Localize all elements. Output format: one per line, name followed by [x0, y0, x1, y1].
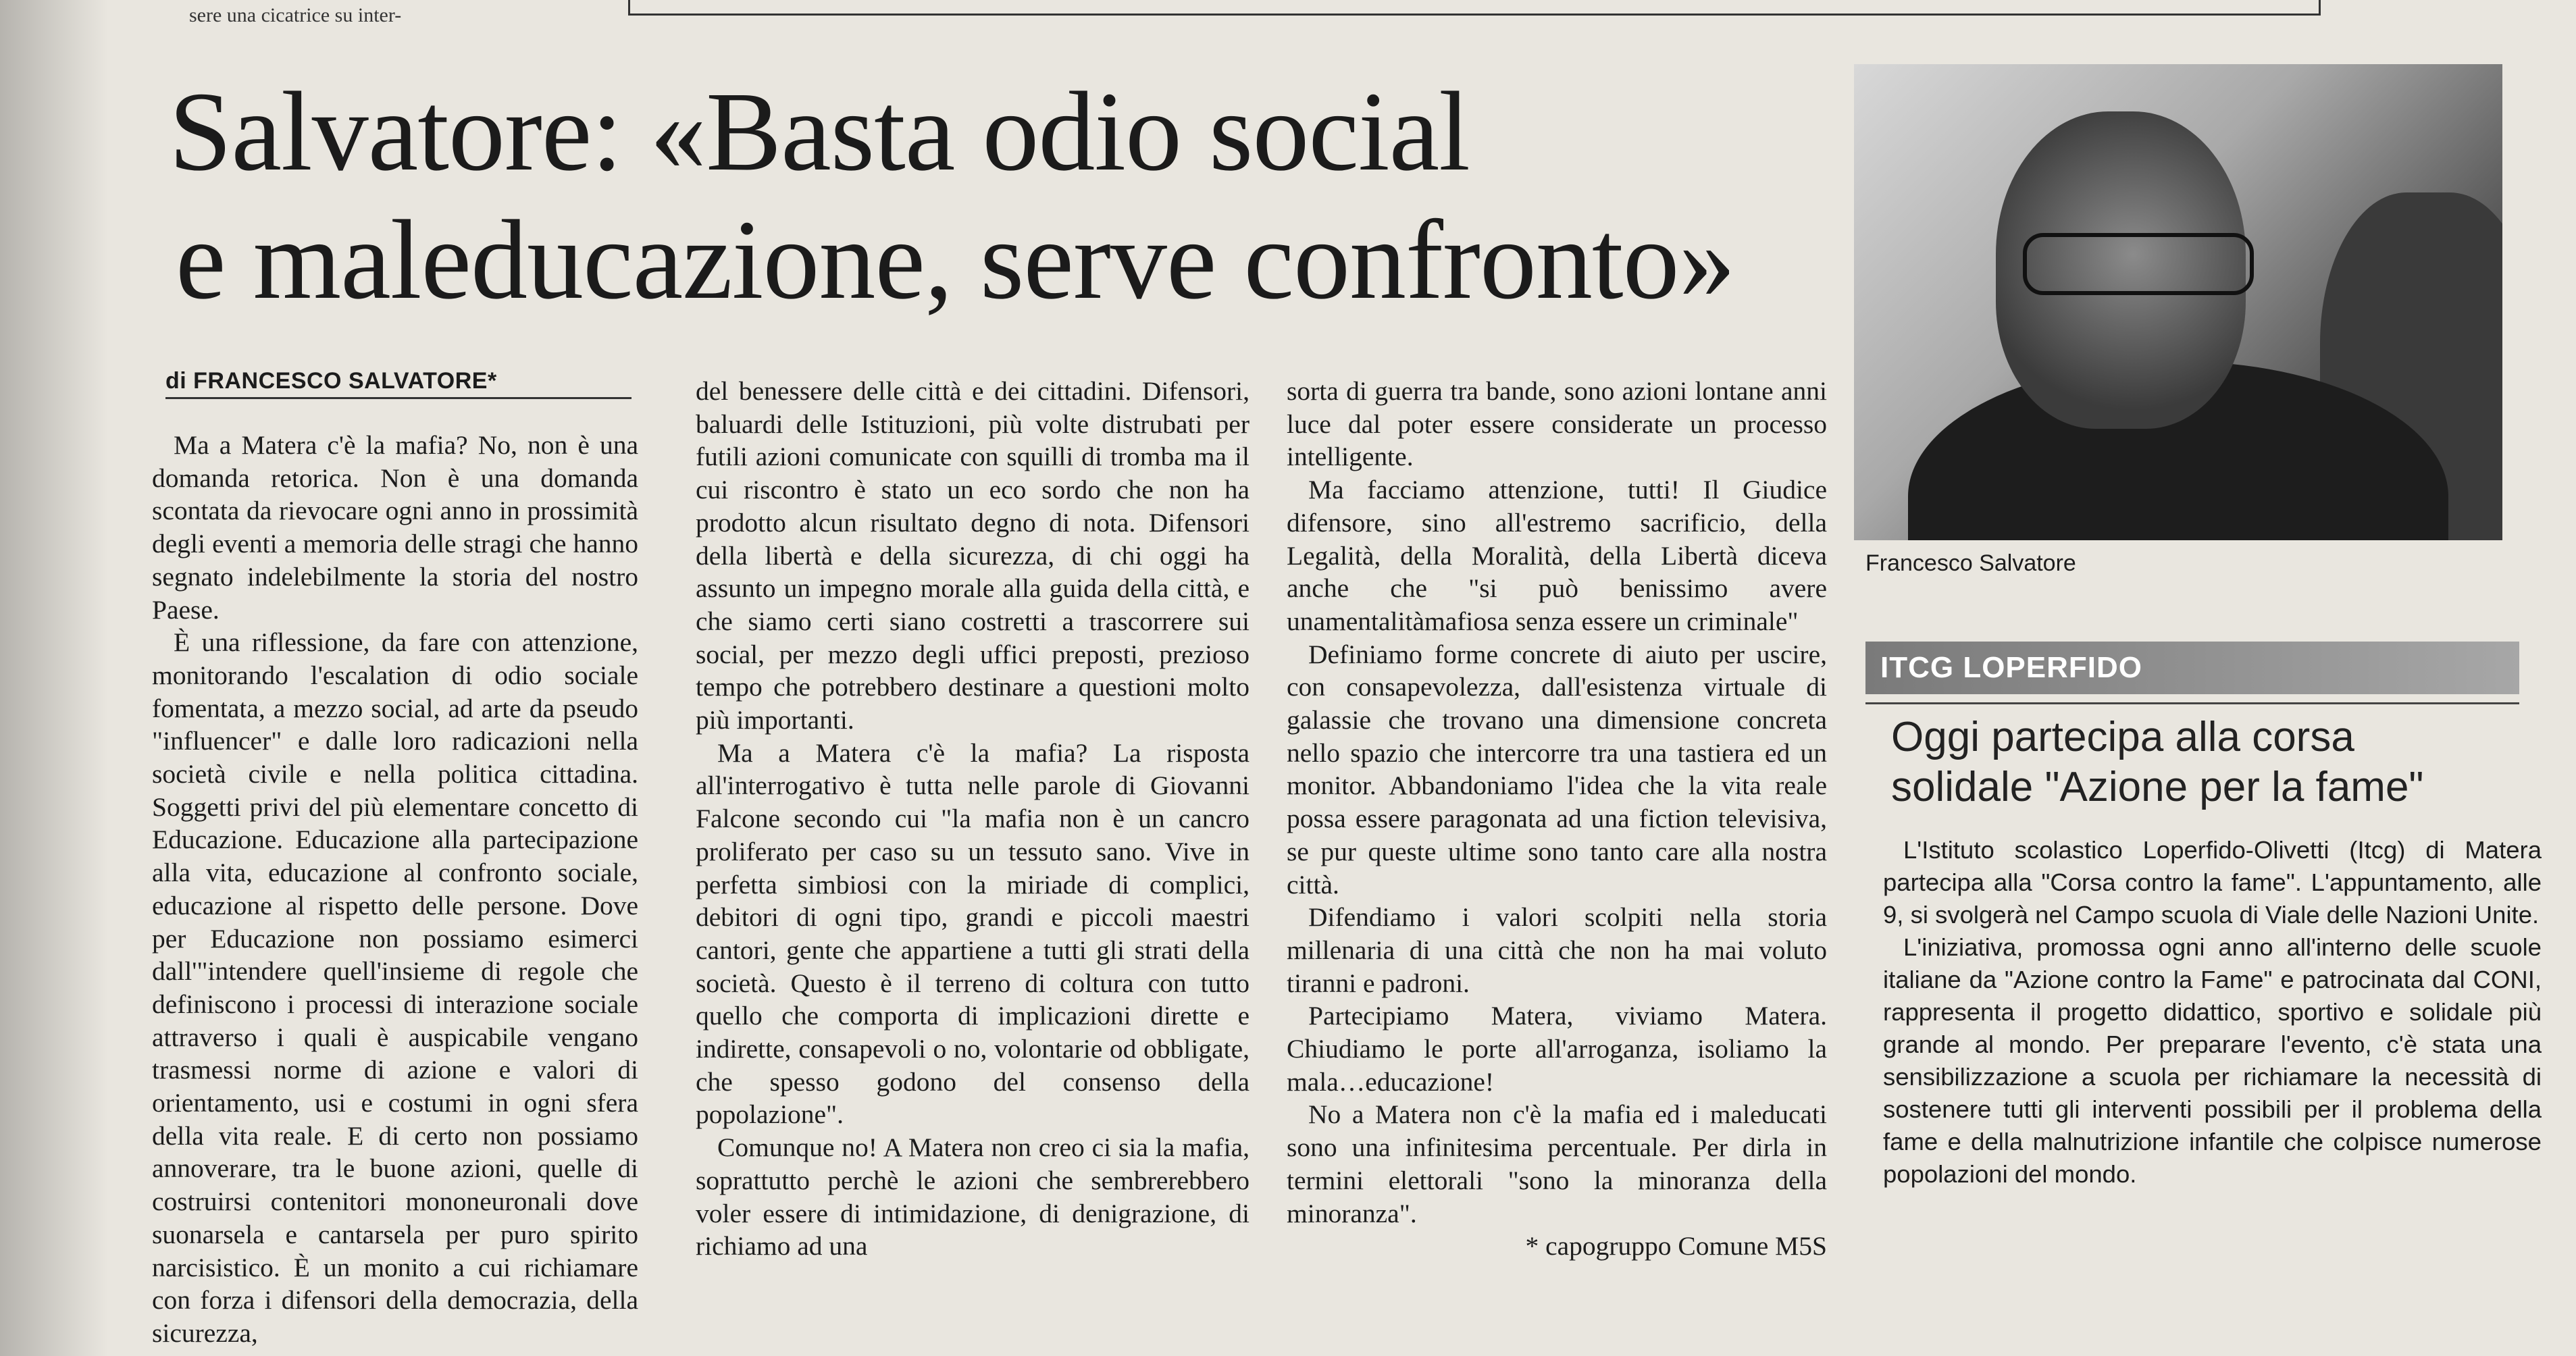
headline: [169, 68, 1857, 324]
paragraph: L'Istituto scolastico Loperfido-Olivetti (Itcg) di Matera partecipa alla "Corsa contro la fame". L'appuntamento, alle 9, si svolgerà nel Campo scuola di Viale delle Nazioni Unite.: [1883, 836, 2542, 929]
page-fold-shadow: [0, 0, 108, 1356]
photo-glasses: [2023, 233, 2254, 295]
sidebar-divider: [1865, 702, 2519, 704]
paragraph: L'iniziativa, promossa ogni anno all'interno delle scuole italiane da "Azione contro la Fame" e patrocinata dal CONI, rappresenta il progetto didattico, sportivo e solidale più grande al mondo. Per preparare l'evento, c'è stata una sensibilizzazione a scuola per richiamare la necessità di sostenere tutti gli interventi possibili per il problema della fame e della malnutrizione infantile che colpisce numerose popolazioni del mondo.: [1883, 933, 2542, 1188]
previous-article-fragment: sere una cicatrice su inter-: [189, 4, 402, 26]
paragraph: No a Matera non c'è la mafia ed i maleducati sono una infinitesima percentuale. Per dirla in termini elettorali "sono la minoranza della minoranza".: [1287, 1099, 1827, 1228]
sidebar-headline: [1891, 712, 2526, 812]
headline-line-1: Salvatore: «Basta odio social: [169, 69, 1470, 194]
sidebar-headline-line-2: solidale "Azione per la fame": [1891, 764, 2424, 810]
sidebar-headline-line-1: Oggi partecipa alla corsa: [1891, 714, 2354, 760]
paragraph: Ma a Matera c'è la mafia? La risposta all'interrogativo è tutta nelle parole di Giovanni Falcone secondo cui "la mafia non è un cancro proliferato per caso su un tessuto sano. Vive in perfetta simbiosi con la miriade di complici, debitori di ogni tipo, grandi e piccoli maestri cantori, gente che appartiene a tutti gli strati della società. Questo è il terreno di coltura con tutto quello che comporta di implicazioni dirette e indirette, consapevoli o no, volontarie od obbligate, che spesso godono del consenso della popolazione".: [696, 737, 1250, 1130]
article-column-1: [152, 429, 638, 1350]
author-photo: [1854, 64, 2502, 540]
paragraph: Difendiamo i valori scolpiti nella storia millenaria di una città che non ha mai voluto tiranni e padroni.: [1287, 902, 1827, 998]
paragraph: Ma facciamo attenzione, tutti! Il Giudice difensore, sino all'estremo sacrificio, della Legalità, della Moralità, della Libertà diceva anche che "si può benissimo avere unamentalitàmafiosa senza essere un criminale": [1287, 475, 1827, 636]
photo-caption: Francesco Salvatore: [1865, 550, 2076, 576]
byline: di FRANCESCO SALVATORE*: [165, 368, 632, 399]
paragraph: Partecipiamo Matera, viviamo Matera. Chiudiamo le porte all'arroganza, isoliamo la mala…educazione!: [1287, 1001, 1827, 1097]
article-column-2: [696, 375, 1250, 1263]
paragraph: È una riflessione, da fare con attenzione, monitorando l'escalation di odio sociale fomentata, a mezzo social, ad arte da pseudo "influencer" e dalle loro radicazioni nella società civile e nella politica cittadina. Soggetti privi del più elementare concetto di Educazione. Educazione alla partecipazione alla vita, educazione al confronto sociale, educazione al rispetto delle persone. Dove per Educazione non possiamo esimerci dall'"intendere quell'insieme di regole che definiscono i processi di interazione sociale attraverso i quali è auspicabile vengano trasmessi norme di azione e valori di orientamento, usi e costumi in ogni sfera della vita reale. E di certo non possiamo annoverare, tra le buone azioni, quelle di costruirsi contenitori mononeuronali dove suonarsela e cantarsela per puro spirito narcisistico. È un monito a cui richiamare con forza i difensori della democrazia, della sicurezza,: [152, 627, 638, 1348]
paragraph: Ma a Matera c'è la mafia? No, non è una domanda retorica. Non è una domanda scontata da rievocare ogni anno in prossimità degli eventi a memoria delle stragi che hanno segnato indelebilmente la storia del nostro Paese.: [152, 430, 638, 625]
paragraph: sorta di guerra tra bande, sono azioni lontane anni luce dal poter essere considerate un processo intelligente.: [1287, 376, 1827, 472]
article-column-3: [1287, 375, 1827, 1263]
paragraph: Definiamo forme concrete di aiuto per uscire, con consapevolezza, dall'esistenza virtuale di galassie che trovano una dimensione concreta nello spazio che intercorre tra una tastiera ed un monitor. Abbandoniamo l'idea che la vita reale possa essere paragonata ad una fiction televisiva, se pur queste ultime sono tanto care alla nostra città.: [1287, 639, 1827, 899]
headline-line-2: e maleducazione, serve confronto»: [176, 197, 1735, 323]
author-signature: * capogruppo Comune M5S: [1525, 1231, 1827, 1261]
sidebar-body: [1883, 834, 2542, 1191]
top-box-border: [628, 0, 2321, 16]
sidebar-banner: [1865, 642, 2519, 694]
paragraph: del benessere delle città e dei cittadini. Difensori, baluardi delle Istituzioni, più volte distrubati per futili azioni comunicate con squilli di tromba ma il cui riscontro è stato un eco sordo che non ha prodotto alcun risultato degno di nota. Difensori della libertà e della sicurezza, di chi oggi ha assunto un impegno morale alla guida della città, e che siamo certi siano costretti a trascorrere sui social, per mezzo degli uffici preposti, prezioso tempo che potrebbero destinare a questioni molto più importanti.: [696, 376, 1250, 735]
sidebar-banner-label: ITCG LOPERFIDO: [1880, 651, 2142, 684]
paragraph: Comunque no! A Matera non creo ci sia la mafia, soprattutto perchè le azioni che sembrerebbero voler essere di intimidazione, di denigrazione, di richiamo ad una: [696, 1132, 1250, 1261]
